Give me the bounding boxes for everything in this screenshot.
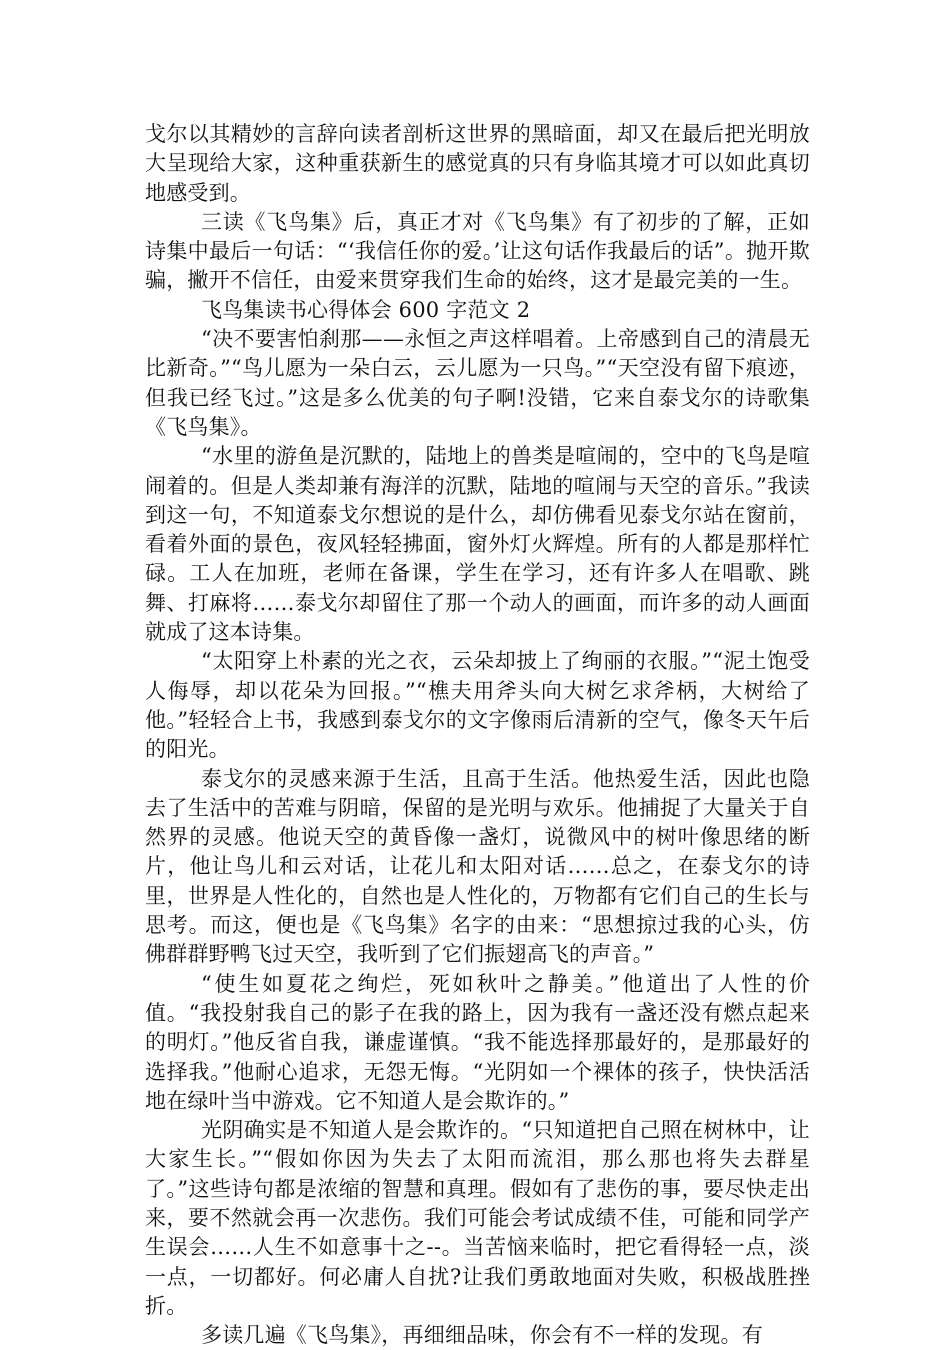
paragraph-time: 光阴确实是不知道人是会欺诈的。“只知道把自己照在树林中，让大家生长。”“假如你因为失去了太阳而流泪，那么那也将失去群星了。”这些诗句都是浓缩的智慧和真理。假如有了悲伤的事，要尽快走出来，要不然就会再一次悲伤。我们可能会考试成绩不佳，可能和同学产生误会……人生不如意事十之--。当苦恼来临时，把它看得轻一点，淡一点，一切都好。何必庸人自扰?让我们勇敢地面对失败，积极战胜挫折。 [145,1118,810,1318]
paragraph-inspiration: 泰戈尔的灵感来源于生活，且高于生活。他热爱生活，因此也隐去了生活中的苦难与阴暗，保留的是光明与欢乐。他捕捉了大量关于自然界的灵感。他说天空的黄昏像一盏灯，说微风中的树叶像思绪的断片，他让鸟儿和云对话，让花儿和太阳对话……总之，在泰戈尔的诗里，世界是人性化的，自然也是人性化的，万物都有它们自己的生长与思考。而这，便也是《飞鸟集》名字的由来：“思想掠过我的心头，仿佛群群野鸭飞过天空，我听到了它们振翅高飞的声音。” [145,766,810,967]
paragraph-summer-flowers: “使生如夏花之绚烂，死如秋叶之静美。”他道出了人性的价值。“我投射我自己的影子在我的路上，因为我有一盏还没有燃点起来的明灯。”他反省自我，谦虚谨慎。“我不能选择那最好的，是那最好的选择我。”他耐心追求，无怨无悔。“光阴如一个裸体的孩子，快快活活地在绿叶当中游戏。它不知道人是会欺诈的。” [145,971,810,1113]
paragraph-third-reading: 三读《飞鸟集》后，真正才对《飞鸟集》有了初步的了解，正如诗集中最后一句话：“‘我信任你的爱。’让这句话作我最后的话”。抛开欺骗，撇开不信任，由爱来贯穿我们生命的始终，这才是最完美的一生。 [145,209,810,293]
paragraph-sun-and-clouds: “太阳穿上朴素的光之衣，云朵却披上了绚丽的衣服。”“泥土饱受人侮辱，却以花朵为回报。”“樵夫用斧头向大树乞求斧柄，大树给了他。”轻轻合上书，我感到泰戈尔的文字像雨后清新的空气，像冬天午后的阳光。 [145,649,810,762]
document-body [145,120,810,1350]
paragraph-reread: 多读几遍《飞鸟集》，再细细品味，你会有不一样的发现。有 [201,1323,763,1348]
paragraph-quotes-intro: “决不要害怕刹那——永恒之声这样唱着。上帝感到自己的清晨无比新奇。”“鸟儿愿为一朵白云，云儿愿为一只鸟。”“天空没有留下痕迹，但我已经飞过。”这是多么优美的句子啊!没错，它来自泰戈尔的诗歌集《飞鸟集》。 [145,327,810,439]
paragraph-continued: 戈尔以其精妙的言辞向读者剖析这世界的黑暗面，却又在最后把光明放大呈现给大家，这种重获新生的感觉真的只有身临其境才可以如此真切地感受到。 [145,122,810,205]
section-heading: 飞鸟集读书心得体会 600 字范文 2 [201,297,531,322]
paragraph-fish-and-birds: “水里的游鱼是沉默的，陆地上的兽类是喧闹的，空中的飞鸟是喧闹着的。但是人类却兼有海洋的沉默，陆地的喧闹与天空的音乐。”我读到这一句，不知道泰戈尔想说的是什么，却仿佛看见泰戈尔站在窗前，看着外面的景色，夜风轻轻拂面，窗外灯火辉煌。所有的人都是那样忙碌。工人在加班，老师在备课，学生在学习，还有许多人在唱歌、跳舞、打麻将……泰戈尔却留住了那一个动人的画面，而许多的动人画面就成了这本诗集。 [145,444,810,645]
